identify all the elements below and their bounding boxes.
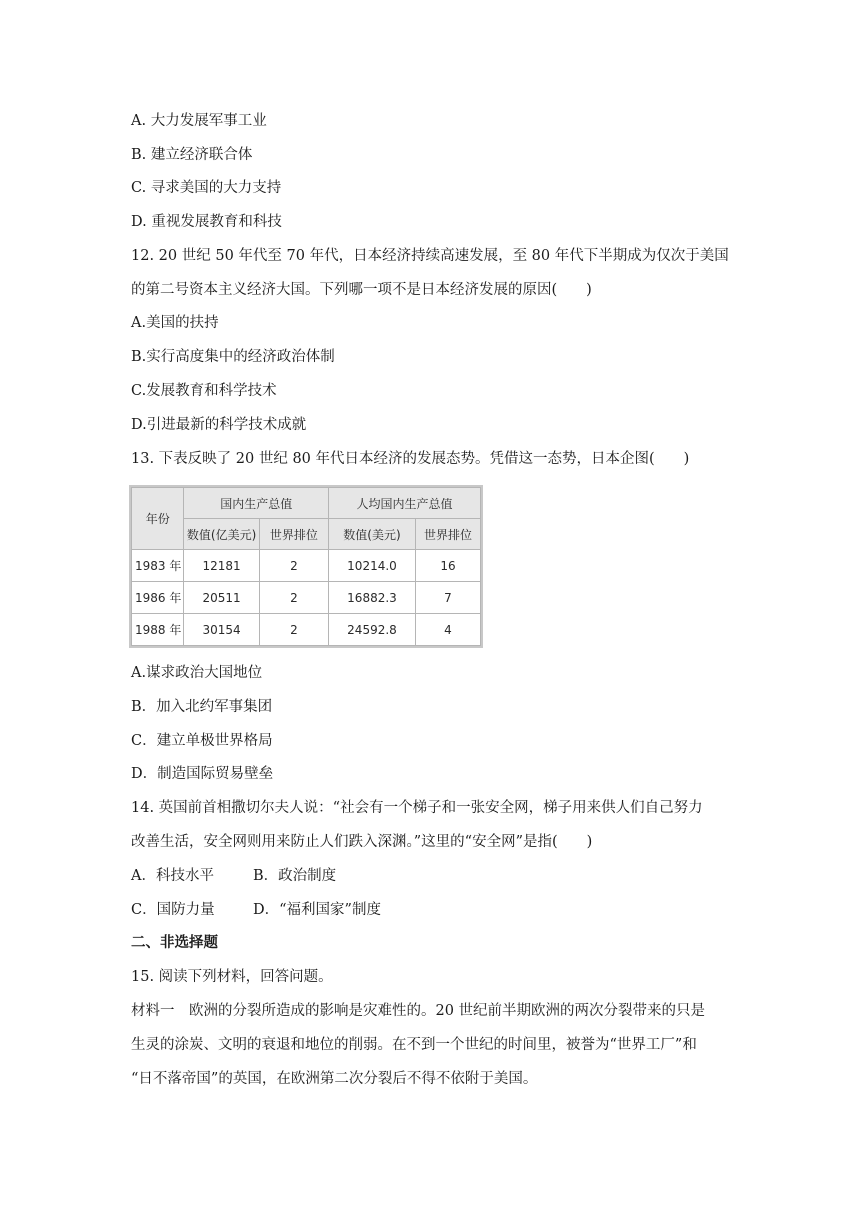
table-cell: 12181 xyxy=(184,550,259,582)
table-cell: 2 xyxy=(259,550,328,582)
table-cell: 16 xyxy=(415,550,480,582)
table-cell-year: 1983 年 xyxy=(132,550,184,582)
table-cell: 20511 xyxy=(184,582,259,614)
q12-option-d: D.引进最新的科学技术成就 xyxy=(131,417,307,433)
table-cell: 7 xyxy=(415,582,480,614)
section-heading: 二、非选择题 xyxy=(131,934,218,951)
q14-stem-line1: 14. 英国前首相撒切尔夫人说：“社会有一个梯子和一张安全网，梯子用来供人们自己努力 xyxy=(131,800,703,816)
table-header-year: 年份 xyxy=(132,488,184,550)
q13-option-d: D．制造国际贸易壁垒 xyxy=(131,766,274,782)
q13-option-c: C．建立单极世界格局 xyxy=(131,733,273,749)
table-cell-year: 1988 年 xyxy=(132,614,184,646)
material-line3: “日不落帝国”的英国，在欧洲第二次分裂后不得不依附于美国。 xyxy=(131,1071,538,1087)
q11-option-a: A. 大力发展军事工业 xyxy=(131,113,267,129)
table-subheader: 数值(亿美元) xyxy=(184,519,259,550)
table-cell: 30154 xyxy=(184,614,259,646)
table-cell-year: 1986 年 xyxy=(132,582,184,614)
table-header-gdp: 国内生产总值 xyxy=(184,488,329,519)
q12-option-c: C.发展教育和科学技术 xyxy=(131,383,277,399)
japan-economy-table xyxy=(131,487,481,646)
q14-option-b: B．政治制度 xyxy=(253,868,337,884)
q11-option-c: C. 寻求美国的大力支持 xyxy=(131,180,282,196)
q14-option-d: D．“福利国家”制度 xyxy=(253,902,381,918)
table-row xyxy=(132,550,481,582)
q14-option-c: C．国防力量 xyxy=(131,902,215,918)
table-header-gdp-per-capita: 人均国内生产总值 xyxy=(329,488,481,519)
q12-stem-line1: 12. 20 世纪 50 年代至 70 年代，日本经济持续高速发展，至 80 年代下半期成为仅次于美国 xyxy=(131,248,729,264)
table-row xyxy=(132,582,481,614)
table-cell: 2 xyxy=(259,614,328,646)
q13-option-b: B．加入北约军事集团 xyxy=(131,699,273,715)
table-subheader: 世界排位 xyxy=(259,519,328,550)
q11-option-d: D. 重视发展教育和科技 xyxy=(131,214,282,230)
q14-option-a: A．科技水平 xyxy=(131,868,214,884)
table-cell: 24592.8 xyxy=(329,614,416,646)
q13-option-a: A.谋求政治大国地位 xyxy=(131,665,263,681)
q15-stem: 15. 阅读下列材料，回答问题。 xyxy=(131,969,333,985)
q14-stem-line2: 改善生活，安全网则用来防止人们跌入深渊。”这里的“安全网”是指( ) xyxy=(131,834,593,850)
table-subheader: 世界排位 xyxy=(415,519,480,550)
table-row xyxy=(132,614,481,646)
q12-stem-line2: 的第二号资本主义经济大国。下列哪一项不是日本经济发展的原因( ) xyxy=(131,282,592,298)
q14-options-row2 xyxy=(131,900,741,920)
material-line2: 生灵的涂炭、文明的衰退和地位的削弱。在不到一个世纪的时间里，被誉为“世界工厂”和 xyxy=(131,1037,697,1053)
material-line1: 材料一 欧洲的分裂所造成的影响是灾难性的。20 世纪前半期欧洲的两次分裂带来的只是 xyxy=(131,1003,706,1019)
table-cell: 4 xyxy=(415,614,480,646)
table-cell: 16882.3 xyxy=(329,582,416,614)
q12-option-a: A.美国的扶持 xyxy=(131,315,219,331)
q14-options-row1 xyxy=(131,866,741,886)
q13-stem: 13. 下表反映了 20 世纪 80 年代日本经济的发展态势。凭借这一态势，日本企图( ) xyxy=(131,451,690,467)
table-cell: 10214.0 xyxy=(329,550,416,582)
table-cell: 2 xyxy=(259,582,328,614)
q11-option-b: B. 建立经济联合体 xyxy=(131,147,253,163)
table-subheader: 数值(美元) xyxy=(329,519,416,550)
q12-option-b: B.实行高度集中的经济政治体制 xyxy=(131,349,335,365)
